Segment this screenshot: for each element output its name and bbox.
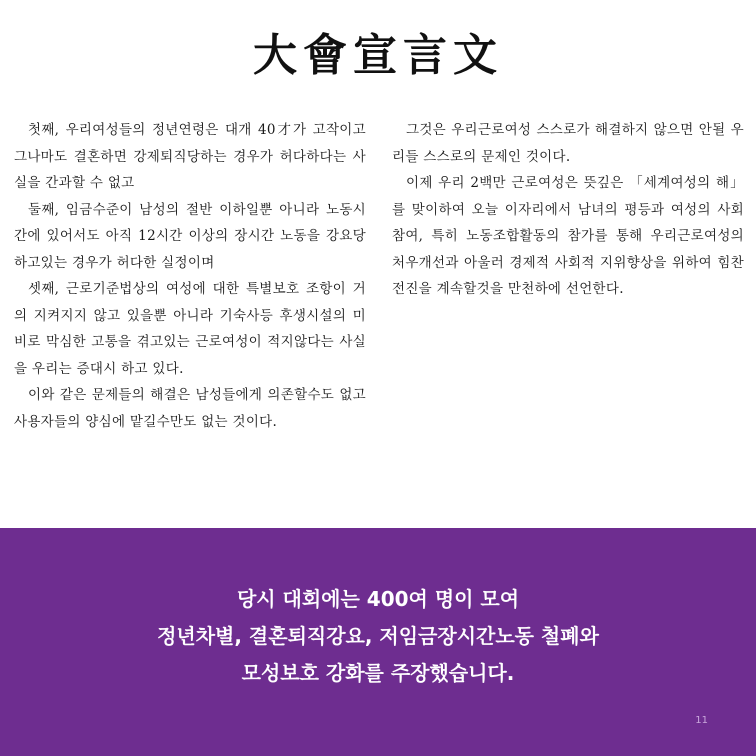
paragraph: 둘째, 임금수준이 남성의 절반 이하일뿐 아니라 노동시간에 있어서도 아직 12시간 이상의 장시간 노동을 강요당하고있는 경우가 허다한 실정이며 [14,201,366,271]
paragraph: 첫째, 우리여성들의 정년연령은 대개 40才가 고작이고 그나마도 결혼하면 강제퇴직당하는 경우가 허다하다는 사실을 간과할 수 없고 [14,122,366,191]
paragraph: 이제 우리 2백만 근로여성은 뜻깊은 「세계여성의 해」를 맞이하여 오늘 이자리에서 남녀의 평등과 여성의 사회참여, 특히 노동조합활동의 참가를 통해 우리근로여성의 처우개선과 아울러 경제적 사회적 지위향상을 위하여 힘찬 전진을 계속할것을 만천하에 선언한다. [392,175,744,297]
paragraph: 그것은 우리근로여성 스스로가 해결하지 않으면 안될 우리들 스스로의 문제인 것이다. [392,122,744,165]
caption-line-3: 모성보호 강화를 주장했습니다. [241,661,515,685]
page-number: 11 [695,715,708,726]
caption-line-2: 정년차별, 결혼퇴직강요, 저임금장시간노동 철폐와 [157,624,599,648]
right-column [392,117,744,303]
document-title: 大會宣言文 [253,30,503,81]
paragraph: 이와 같은 문제들의 해결은 남성들에게 의존할수도 없고 사용자들의 양심에 맡길수만도 없는 것이다. [14,387,366,430]
left-column [14,117,366,435]
caption-banner [0,528,756,756]
caption-line-1: 당시 대회에는 400여 명이 모여 [236,587,520,611]
paragraph: 셋째, 근로기준법상의 여성에 대한 특별보호 조항이 거의 지켜지지 않고 있을뿐 아니라 기숙사등 후생시설의 미비로 막심한 고통을 겪고있는 근로여성이 적지않다는 사실을 우리는 증대시 하고 있다. [14,281,366,377]
